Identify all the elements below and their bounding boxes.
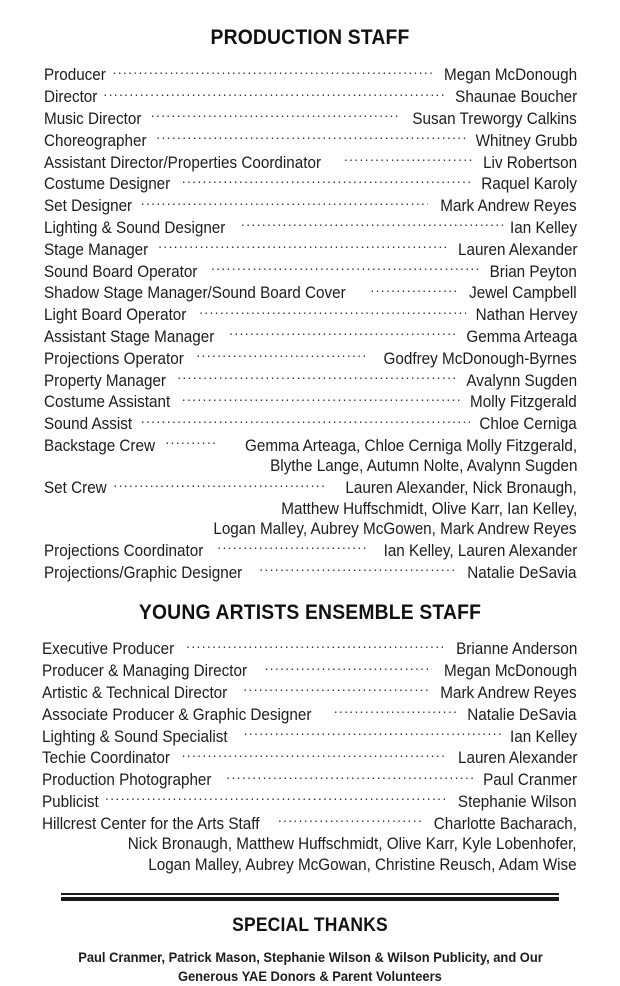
credit-entry	[42, 660, 577, 682]
credit-name: Godfrey McDonough-Byrnes	[383, 349, 577, 368]
dot-leader	[182, 747, 447, 763]
credit-continuation-line: Nick Bronaugh, Matthew Huffschmidt, Olive Karr, Kyle Lobenhofer,	[128, 835, 577, 854]
credit-name: Nathan Hervey	[475, 306, 577, 325]
credit-entry	[44, 173, 577, 195]
credit-row	[44, 477, 577, 499]
credit-name: Shaunae Boucher	[454, 88, 577, 107]
production-staff-heading: PRODUCTION STAFF	[210, 26, 410, 49]
credit-entry	[42, 638, 577, 660]
dot-leader	[278, 812, 421, 828]
credit-row	[44, 282, 577, 304]
credit-name: Brian Peyton	[489, 262, 577, 281]
credit-entry	[44, 260, 577, 282]
dot-leader	[182, 391, 460, 407]
credit-continuation-line: Blythe Lange, Autumn Nolte, Avalynn Sugden	[269, 457, 577, 476]
credit-entry	[44, 347, 577, 369]
credit-role: Production Photographer	[42, 771, 212, 790]
dot-leader	[229, 326, 456, 342]
credit-row	[44, 217, 577, 239]
credit-role: Lighting & Sound Specialist	[42, 727, 228, 746]
dot-leader	[165, 435, 218, 451]
credit-name: Brianne Anderson	[455, 640, 577, 659]
thanks-line: Paul Cranmer, Patrick Mason, Stephanie Wilson & Wilson Publicity, and Our	[77, 949, 543, 965]
credit-name: Lauren Alexander	[457, 240, 577, 259]
credit-row	[44, 561, 577, 583]
credit-row	[44, 347, 577, 369]
divider-thick-rule	[61, 897, 559, 901]
credit-name: Molly Fitzgerald	[470, 393, 577, 412]
credit-role: Sound Assist	[44, 415, 133, 434]
credit-name: Raquel Karoly	[481, 175, 577, 194]
dot-leader	[141, 413, 470, 429]
credit-row	[44, 391, 577, 413]
credit-entry	[44, 435, 577, 477]
credit-row	[42, 703, 577, 725]
credit-entry	[44, 326, 577, 348]
dot-leader	[177, 369, 456, 385]
credit-entry	[42, 747, 577, 769]
credit-role: Music Director	[44, 109, 142, 128]
credit-role: Projections Operator	[44, 349, 184, 368]
dot-leader	[226, 769, 474, 785]
credit-row	[44, 173, 577, 195]
credit-role: Executive Producer	[42, 640, 175, 659]
dot-leader	[158, 238, 446, 254]
credit-entry	[44, 369, 577, 391]
section-divider	[61, 893, 559, 901]
dot-leader	[199, 304, 466, 320]
credit-name: Natalie DeSavia	[467, 563, 577, 582]
credit-role: Lighting & Sound Designer	[44, 218, 226, 237]
credit-name: Lauren Alexander	[457, 749, 577, 768]
credit-role: Producer & Managing Director	[42, 662, 248, 681]
dot-leader	[186, 638, 445, 654]
credit-entry	[44, 129, 577, 151]
credit-role: Stage Manager	[44, 240, 149, 259]
credit-role: Shadow Stage Manager/Sound Board Cover	[44, 284, 346, 303]
dot-leader	[113, 64, 432, 80]
credit-row	[44, 108, 577, 130]
production-staff-credit-list	[0, 64, 620, 583]
credit-role: Light Board Operator	[44, 306, 187, 325]
credit-role: Producer	[44, 66, 106, 85]
credit-name: Gemma Arteaga, Chloe Cerniga Molly Fitzgerald,	[244, 436, 577, 455]
credit-name: Liv Robertson	[482, 153, 577, 172]
dot-leader	[217, 539, 366, 555]
credit-role: Projections Coordinator	[44, 541, 204, 560]
credit-row	[44, 369, 577, 391]
credit-row	[44, 64, 577, 86]
credit-role: Techie Coordinator	[42, 749, 170, 768]
credit-role: Choreographer	[44, 131, 147, 150]
credit-continuation-line: Matthew Huffschmidt, Olive Karr, Ian Kelley,	[281, 499, 577, 518]
credit-entry	[44, 561, 577, 583]
credit-entry	[44, 304, 577, 326]
dot-leader	[211, 260, 481, 276]
dot-leader	[151, 108, 399, 124]
credit-row	[44, 435, 577, 457]
dot-leader	[344, 151, 474, 167]
special-thanks-heading: SPECIAL THANKS	[232, 914, 388, 936]
credit-name: Stephanie Wilson	[458, 792, 577, 811]
dot-leader	[264, 660, 431, 676]
dot-leader	[243, 682, 428, 698]
credit-entry	[42, 725, 577, 747]
dot-leader	[156, 129, 465, 145]
credit-row	[42, 747, 577, 769]
credit-name: Susan Treworgy Calkins	[412, 109, 577, 128]
credit-role: Publicist	[42, 792, 99, 811]
credit-role: Property Manager	[44, 371, 167, 390]
credit-name: Mark Andrew Reyes	[440, 683, 577, 702]
credit-name: Mark Andrew Reyes	[440, 197, 577, 216]
credit-row	[44, 86, 577, 108]
credit-role: Costume Assistant	[44, 393, 171, 412]
credit-role: Director	[44, 88, 98, 107]
credit-row	[44, 304, 577, 326]
dot-leader	[113, 477, 326, 493]
credit-role: Sound Board Operator	[44, 262, 198, 281]
dot-leader	[105, 791, 447, 807]
dot-leader	[259, 561, 457, 577]
credit-row	[44, 151, 577, 173]
credit-row	[44, 238, 577, 260]
credit-name: Avalynn Sugden	[466, 371, 577, 390]
credit-entry	[44, 108, 577, 130]
credit-role: Hillcrest Center for the Arts Staff	[42, 814, 260, 833]
credit-entry	[44, 413, 577, 435]
credit-row	[42, 638, 577, 660]
credit-row	[44, 195, 577, 217]
credit-name: Megan McDonough	[443, 66, 577, 85]
credit-name: Megan McDonough	[443, 662, 577, 681]
credit-role: Backstage Crew	[44, 436, 155, 455]
credit-name: Paul Cranmer	[482, 771, 577, 790]
credit-row	[42, 769, 577, 791]
credit-entry	[42, 682, 577, 704]
credit-name: Lauren Alexander, Nick Bronaugh,	[345, 479, 577, 498]
credit-entry	[42, 703, 577, 725]
credit-role: Set Crew	[44, 479, 107, 498]
credit-name: Gemma Arteaga	[465, 327, 577, 346]
dot-leader	[103, 86, 443, 102]
credit-row	[44, 129, 577, 151]
credit-entry	[44, 238, 577, 260]
credit-entry	[44, 86, 577, 108]
young-artists-ensemble-staff-heading: YOUNG ARTISTS ENSEMBLE STAFF	[138, 600, 482, 624]
credit-entry	[42, 769, 577, 791]
dot-leader	[334, 703, 458, 719]
credit-name: Whitney Grubb	[475, 131, 577, 150]
credit-row	[44, 326, 577, 348]
credit-name: Jewel Campbell	[469, 284, 577, 303]
dot-leader	[196, 347, 367, 363]
credit-entry	[44, 391, 577, 413]
credit-name: Chloe Cerniga	[479, 415, 577, 434]
credit-name: Charlotte Bacharach,	[433, 814, 577, 833]
credit-entry	[44, 477, 577, 540]
credit-role: Artistic & Technical Director	[42, 683, 228, 702]
dot-leader	[370, 282, 459, 298]
credit-entry	[44, 217, 577, 239]
dot-leader	[141, 195, 429, 211]
credit-row	[44, 539, 577, 561]
credit-name: Natalie DeSavia	[467, 705, 577, 724]
credit-row	[44, 260, 577, 282]
credit-entry	[42, 812, 577, 875]
credit-entry	[42, 791, 577, 813]
thanks-line: Generous YAE Donors & Parent Volunteers	[178, 968, 442, 984]
credit-row	[42, 660, 577, 682]
credit-entry	[44, 64, 577, 86]
credit-row	[42, 812, 577, 834]
special-thanks-body	[0, 948, 620, 986]
credit-role: Set Designer	[44, 197, 133, 216]
credit-continuation-line: Logan Malley, Aubrey McGowen, Mark Andrew Reyes	[213, 519, 577, 538]
dot-leader	[241, 217, 503, 233]
young-artists-credit-list	[0, 638, 620, 875]
credit-row	[42, 682, 577, 704]
credit-name: Ian Kelley	[510, 727, 577, 746]
credit-role: Associate Producer & Graphic Designer	[42, 705, 312, 724]
credit-continuation-line: Logan Malley, Aubrey McGowan, Christine Reusch, Adam Wise	[148, 855, 577, 874]
credit-name: Ian Kelley, Lauren Alexander	[383, 541, 577, 560]
credit-entry	[44, 195, 577, 217]
credit-name: Ian Kelley	[510, 218, 577, 237]
credit-row	[44, 413, 577, 435]
credit-entry	[44, 151, 577, 173]
credit-row	[42, 791, 577, 813]
credit-role: Assistant Stage Manager	[44, 327, 215, 346]
credit-role: Costume Designer	[44, 175, 171, 194]
credit-entry	[44, 282, 577, 304]
credit-entry	[44, 539, 577, 561]
dot-leader	[182, 173, 472, 189]
credit-role: Assistant Director/Properties Coordinator	[44, 153, 322, 172]
playbill-credits-page	[0, 26, 620, 984]
credit-row	[42, 725, 577, 747]
dot-leader	[244, 725, 503, 741]
credit-role: Projections/Graphic Designer	[44, 563, 243, 582]
